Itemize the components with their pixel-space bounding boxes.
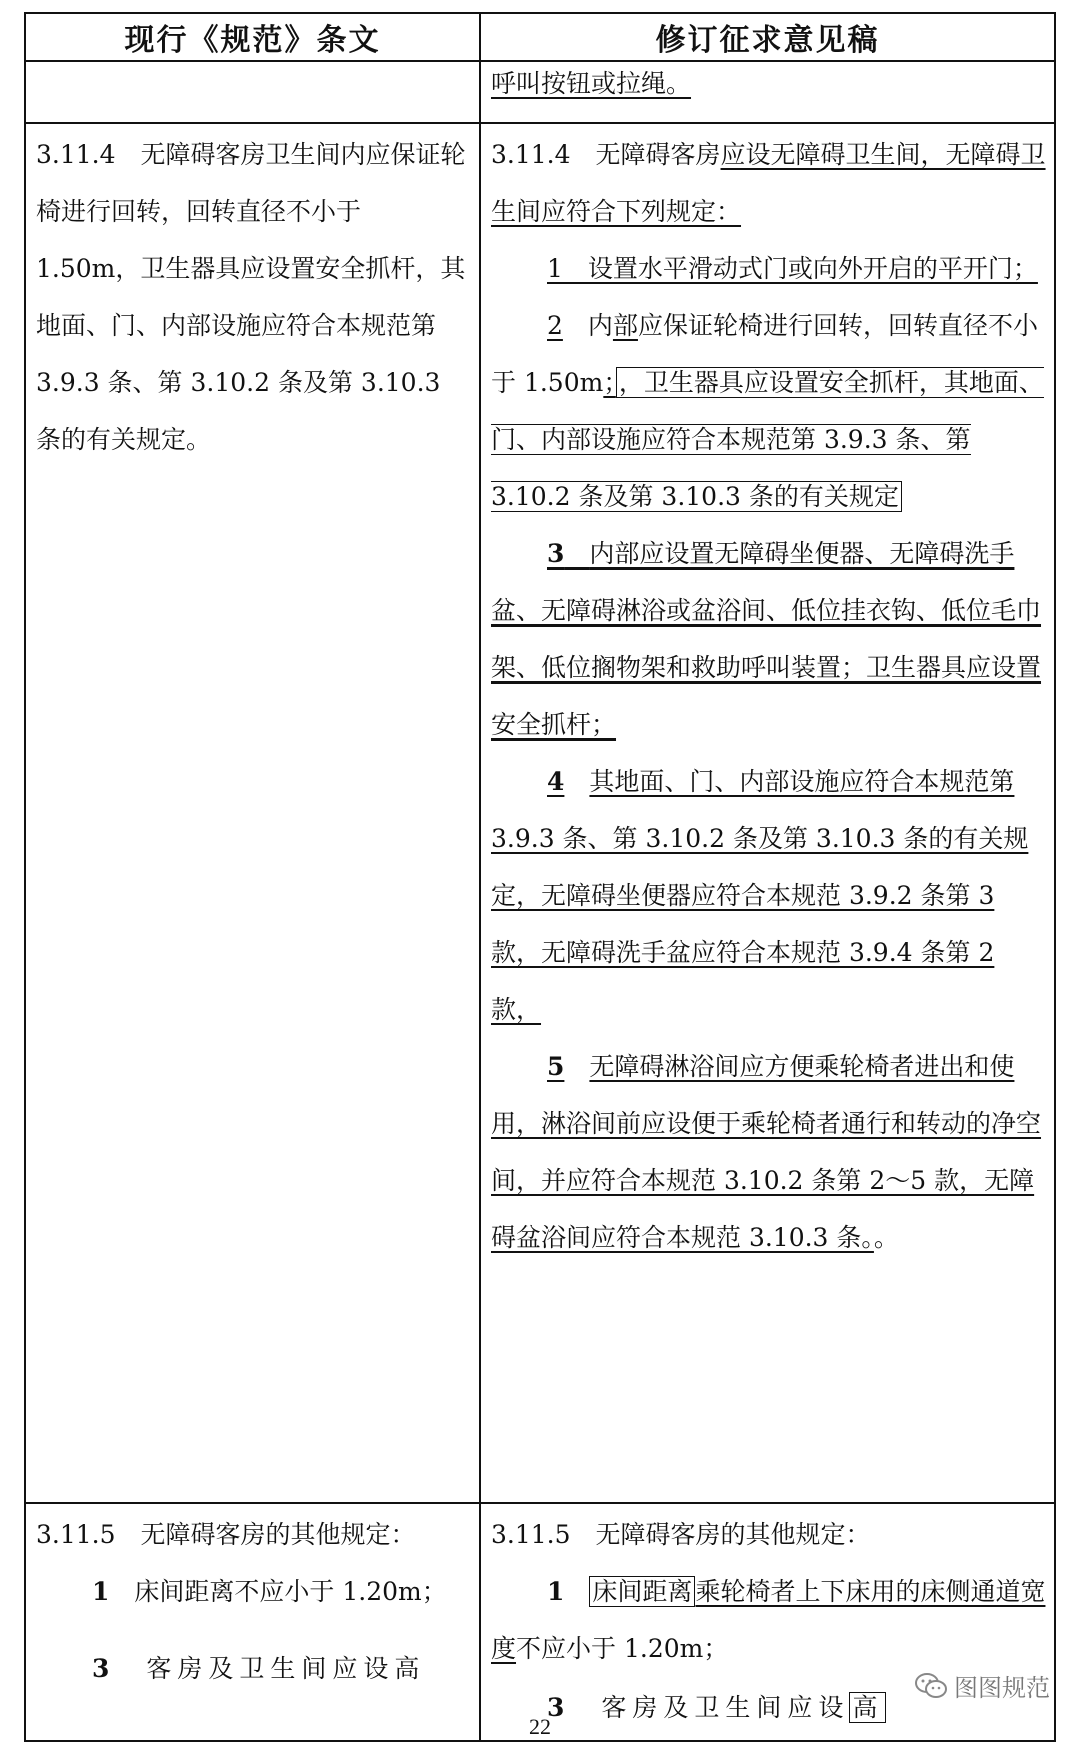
watermark [914, 1668, 1050, 1703]
clause-3-11-5-current-head: 3.11.5 无障碍客房的其他规定： [36, 1520, 416, 1549]
revised-item-5-tail: 。 [873, 1223, 899, 1252]
clause-3-11-4-current [25, 123, 480, 1503]
continuation-text: 呼叫按钮或拉绳。 [491, 69, 692, 98]
revised-3-11-5-item-1-deleted-box: 床间距离 [589, 1576, 695, 1607]
revised-item-2 [491, 297, 1048, 525]
current-item-1-num: 1 [92, 1577, 110, 1606]
header-revised: 修订征求意见稿 [480, 13, 1055, 61]
comparison-table [24, 12, 1056, 1742]
revised-item-2-text: 应保证轮椅进行回转，回转直径不小于 1.50m [491, 311, 1038, 397]
revised-3-11-5-item-1-num: 1 [547, 1577, 565, 1606]
revised-item-2-deleted-box: ，卫生器具应设置安全抓杆，其地面、门、内部设施应符合本规范第 3.9.3 条、第 3.10.2 条及第 3.10.3 条的有关规定 [491, 368, 1044, 511]
revised-3-11-5-item-1-underlined: 乘轮椅者上下床用的床侧通道宽度 [491, 1577, 1046, 1663]
revised-item-5 [491, 1038, 1048, 1266]
page-number: 22 [529, 1714, 551, 1739]
current-item-3-num: 3 [92, 1654, 116, 1683]
head-underlined: 应设无障碍卫生间，无障碍卫生间应符合下列规定： [491, 140, 1046, 226]
revised-item-4-num: 4 [547, 767, 565, 796]
clause-3-11-4-revised [480, 123, 1055, 1503]
continuation-revised-cell [480, 61, 1055, 123]
clause-3-11-4-current-text: 3.11.4 无障碍客房卫生间内应保证轮椅进行回转，回转直径不小于 1.50m，卫生器具应设置安全抓杆，其地面、门、内部设施应符合本规范第 3.9.3 条、第 3.10.2 条及第 3.10.3 条的有关规定。 [36, 140, 466, 454]
revised-3-11-5-item-3-text: 客房及卫生间应设 [601, 1693, 850, 1722]
revised-item-3-num: 3 [547, 539, 565, 568]
current-item-3 [36, 1640, 473, 1697]
clause-3-11-5-revised-head: 3.11.5 无障碍客房的其他规定： [491, 1520, 871, 1549]
current-item-3-text: 客房及卫生间应设高 [146, 1654, 426, 1683]
revised-item-2-semicolon: ； [603, 368, 616, 397]
revised-3-11-5-item-1 [491, 1563, 1048, 1677]
revised-item-5-text: 无障碍淋浴间应方便乘轮椅者进出和使用，淋浴间前应设便于乘轮椅者通行和转动的净空间，并应符合本规范 3.10.2 条第 2～5 款，无障碍盆浴间应符合本规范 3.10.3 条。 [491, 1052, 1042, 1252]
current-item-1-text: 床间距离不应小于 1.20m； [134, 1577, 447, 1606]
revised-item-4-text: 其地面、门、内部设施应符合本规范第 3.9.3 条、第 3.10.2 条及第 3.10.3 条的有关规定，无障碍坐便器应符合本规范 3.9.2 条第 3 款，无障碍洗手盆应符合本规范 3.9.4 条第 2 款， [491, 767, 1029, 1024]
revised-3-11-5-item-3-deleted-box: 高 [849, 1692, 886, 1723]
revised-item-1-text: 1 设置水平滑动式门或向外开启的平开门； [547, 254, 1038, 283]
revised-3-11-5-item-3-num: 3 [547, 1693, 571, 1722]
clause-3-11-5-current [25, 1503, 480, 1741]
revised-3-11-5-item-1-tail: 不应小于 1.20m； [516, 1634, 729, 1663]
clause-3-11-5-revised [480, 1503, 1055, 1741]
clause-3-11-4-revised-head [491, 126, 1048, 240]
revised-item-2-num: 2 [547, 311, 563, 340]
revised-item-3-text: 内部应设置无障碍坐便器、无障碍洗手盆、无障碍淋浴或盆浴间、低位挂衣钩、低位毛巾架、低位搁物架和救助呼叫装置；卫生器具应设置安全抓杆； [491, 539, 1042, 739]
revised-item-3 [491, 525, 1048, 753]
revised-item-1 [491, 240, 1048, 297]
header-current: 现行《规范》条文 [25, 13, 480, 61]
revised-item-2-underlined: 部 [612, 311, 638, 340]
continuation-current-cell [25, 61, 480, 123]
watermark-text: 图图规范 [954, 1674, 1050, 1702]
revised-item-4 [491, 753, 1048, 1038]
revised-item-2-mid: 内 [587, 311, 613, 340]
current-item-1 [36, 1563, 473, 1620]
revised-item-5-num: 5 [547, 1052, 565, 1081]
head-prefix: 3.11.4 无障碍客房 [491, 140, 721, 169]
wechat-icon [914, 1671, 948, 1701]
